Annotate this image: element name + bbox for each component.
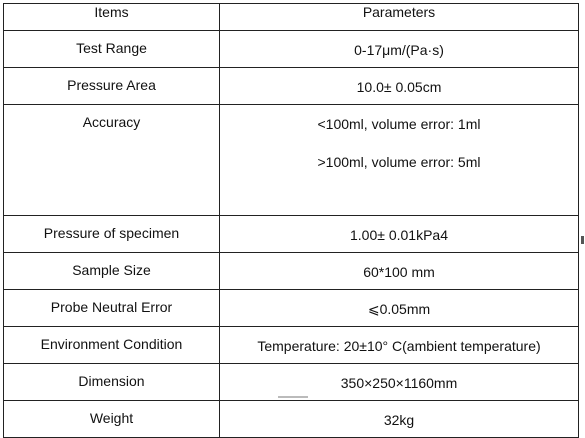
row-param-value: ⩽0.05mm bbox=[367, 301, 431, 317]
row-param-value: 60*100 mm bbox=[363, 264, 435, 280]
table-row bbox=[4, 364, 579, 401]
specification-table bbox=[3, 3, 579, 438]
row-param-value: 32kg bbox=[383, 412, 415, 428]
row-param-value: 350×250×1160mm bbox=[340, 375, 458, 391]
table-row bbox=[4, 401, 579, 438]
table-row bbox=[4, 290, 579, 327]
header-parameters: Parameters bbox=[220, 4, 579, 31]
row-item-label: Sample Size bbox=[72, 262, 151, 278]
table-row bbox=[4, 105, 579, 216]
row-item-label: Pressure of specimen bbox=[43, 225, 180, 241]
header-items: Items bbox=[4, 4, 220, 31]
row-item-label: Test Range bbox=[76, 40, 147, 56]
row-item-label: Dimension bbox=[78, 373, 145, 389]
row-param-value: >100ml, volume error: 5ml bbox=[317, 154, 481, 170]
row-item-label: Pressure Area bbox=[67, 77, 156, 93]
row-param-value: Temperature: 20±10° C(ambient temperature) bbox=[257, 338, 541, 354]
table-header-row bbox=[4, 4, 579, 31]
row-param-value: 1.00± 0.01kPa4 bbox=[350, 227, 448, 243]
table-row bbox=[4, 216, 579, 253]
table-row bbox=[4, 31, 579, 68]
row-item-label: Probe Neutral Error bbox=[50, 299, 173, 315]
row-item-label: Accuracy bbox=[82, 114, 141, 130]
row-item-label: Environment Condition bbox=[40, 336, 183, 352]
table-row bbox=[4, 253, 579, 290]
table-row bbox=[4, 327, 579, 364]
bottom-divider bbox=[278, 396, 308, 398]
edge-marker bbox=[581, 236, 584, 244]
row-param-value: 10.0± 0.05cm bbox=[356, 79, 442, 95]
table-row bbox=[4, 68, 579, 105]
row-item-label: Weight bbox=[89, 410, 134, 426]
row-param-value: 0-17μm/(Pa·s) bbox=[354, 42, 444, 58]
row-param-value: <100ml, volume error: 1ml bbox=[317, 116, 481, 132]
